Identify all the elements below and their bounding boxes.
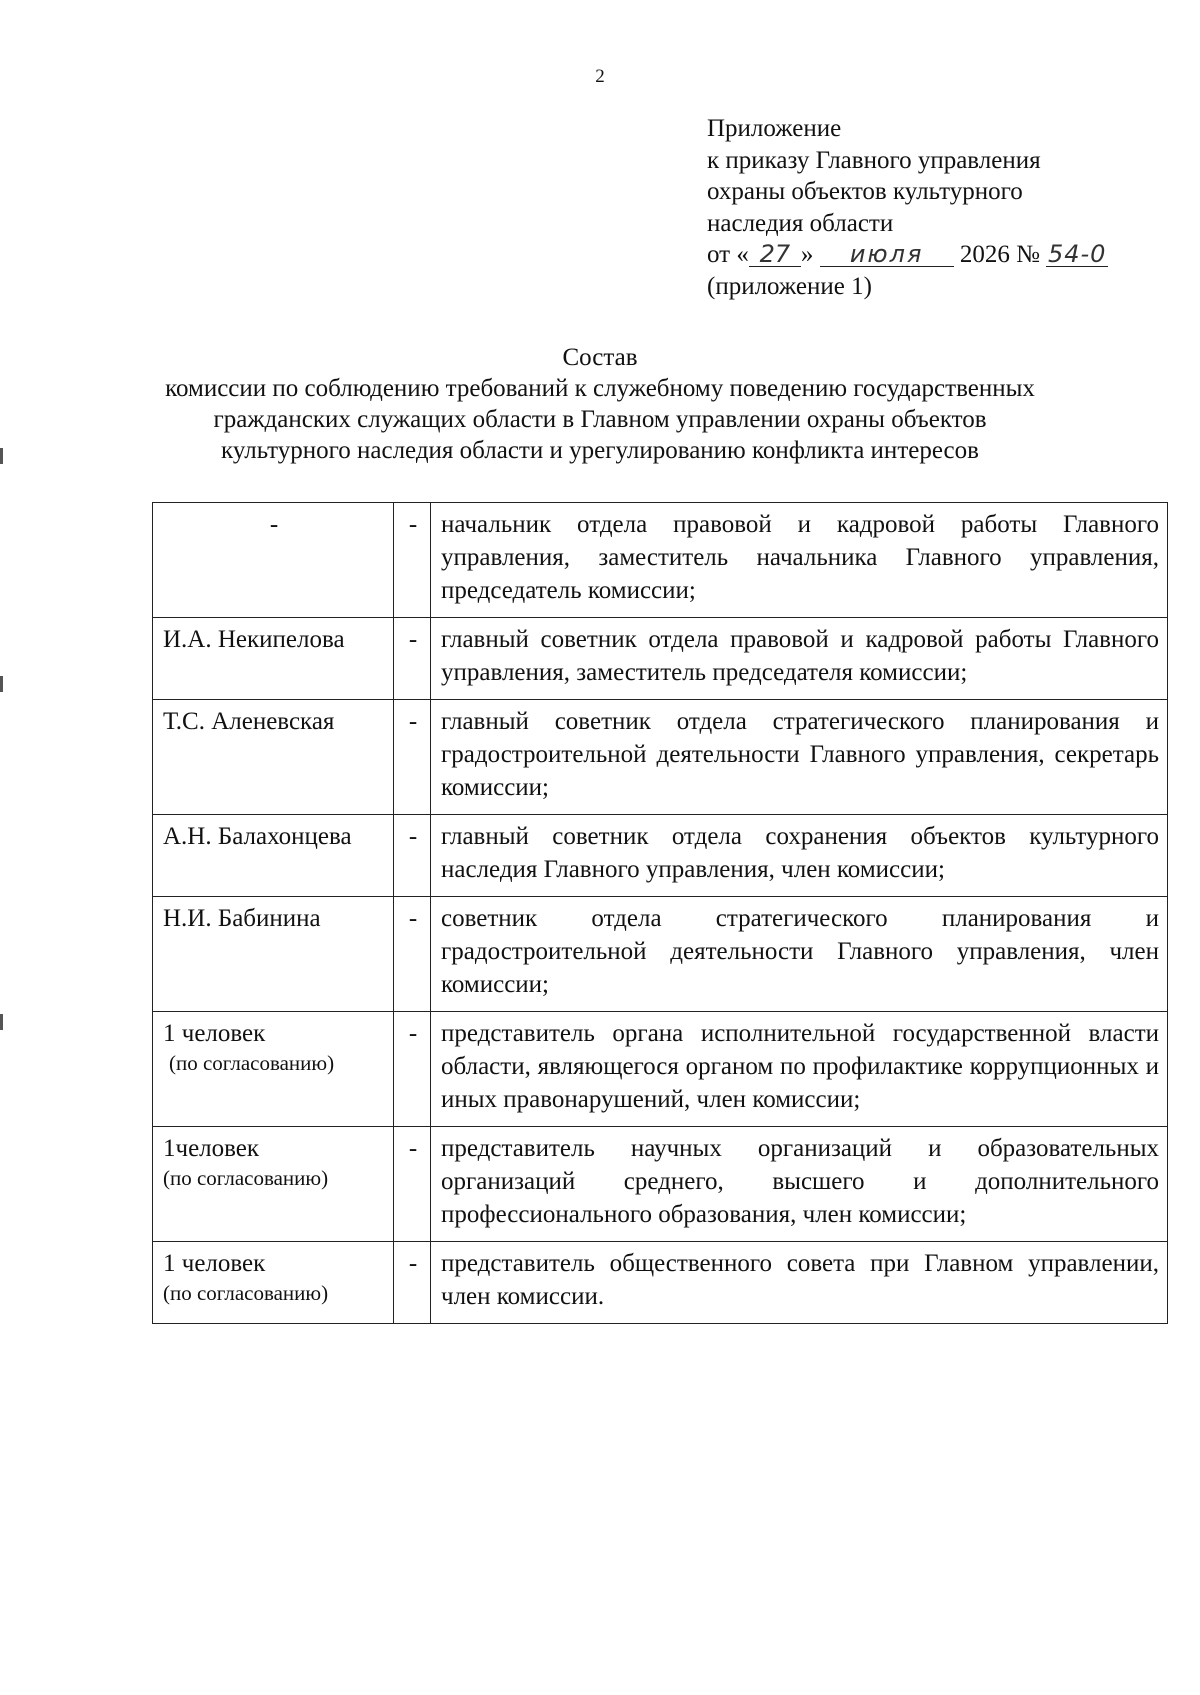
dash-cell: -	[394, 815, 431, 897]
title-heading: Состав	[562, 344, 638, 371]
approval-note: (по согласованию)	[163, 1166, 329, 1190]
table-row	[153, 1242, 1168, 1324]
dash-cell: -	[394, 1242, 431, 1324]
table-row	[153, 503, 1168, 618]
table-row	[153, 618, 1168, 700]
member-duty: начальник отдела правовой и кадровой работы Главного управления, заместитель начальника Главного управления, председатель комиссии;	[431, 503, 1168, 618]
member-name: И.А. Некипелова	[163, 626, 345, 653]
appendix-line-3: охраны объектов культурного	[707, 178, 1023, 205]
dash-cell: -	[394, 503, 431, 618]
dash-cell: -	[394, 1012, 431, 1127]
dash-cell: -	[394, 700, 431, 815]
year-part: 2026 №	[959, 241, 1040, 268]
appendix-line-6: (приложение 1)	[707, 272, 872, 300]
member-name-cell	[153, 897, 394, 1012]
member-name-cell	[153, 618, 394, 700]
dash-cell: -	[394, 897, 431, 1012]
member-duty: представитель общественного совета при Главном управлении, член комиссии.	[431, 1242, 1168, 1324]
appendix-line-2: к приказу Главного управления	[707, 146, 1041, 174]
member-name-cell	[153, 1242, 394, 1324]
member-name-cell	[153, 815, 394, 897]
approval-note: (по согласованию)	[163, 1281, 329, 1305]
appendix-line-4: наследия области	[707, 209, 894, 237]
member-name: Т.С. Аленевская	[163, 708, 335, 735]
appendix-block	[707, 113, 1108, 302]
document-title	[0, 342, 1200, 466]
table-row	[153, 1012, 1168, 1127]
handwritten-order-number: 54-0	[1047, 240, 1107, 268]
members-table	[152, 502, 1168, 1324]
member-name: 1 человек	[163, 1250, 266, 1277]
scan-edge-mark	[0, 1014, 3, 1030]
member-duty: главный советник отдела сохранения объектов культурного наследия Главного управления, член комиссии;	[431, 815, 1168, 897]
approval-note: (по согласованию)	[169, 1051, 335, 1075]
dash-cell: -	[394, 618, 431, 700]
member-name-cell	[153, 700, 394, 815]
member-name-cell	[153, 1012, 394, 1127]
member-name: Н.И. Бабинина	[163, 905, 321, 932]
date-mid: »	[800, 241, 814, 268]
title-line-2: гражданских служащих области в Главном управлении охраны объектов	[213, 406, 987, 433]
member-name: -	[269, 511, 279, 538]
member-name: 1человек	[163, 1135, 260, 1162]
title-line-3: культурного наследия области и урегулированию конфликта интересов	[221, 437, 979, 464]
handwritten-month: июля	[820, 242, 954, 267]
table-row	[153, 897, 1168, 1012]
member-duty: представитель органа исполнительной государственной власти области, являющегося органом по профилактике коррупционных и иных правонарушений, член комиссии;	[431, 1012, 1168, 1127]
table-row	[153, 700, 1168, 815]
member-name: 1 человек	[163, 1020, 266, 1047]
title-line-1: комиссии по соблюдению требований к служебному поведению государственных	[165, 375, 1035, 402]
member-duty: представитель научных организаций и образовательных организаций среднего, высшего и дополнительного профессионального образования, член комиссии;	[431, 1127, 1168, 1242]
scan-edge-mark	[0, 448, 3, 464]
date-prefix: от «	[707, 241, 749, 268]
table-row	[153, 815, 1168, 897]
appendix-date-line	[707, 239, 1108, 271]
dash-cell: -	[394, 1127, 431, 1242]
member-duty: главный советник отдела правовой и кадровой работы Главного управления, заместитель председателя комиссии;	[431, 618, 1168, 700]
handwritten-day: 27	[749, 242, 801, 267]
appendix-line-1: Приложение	[707, 115, 842, 142]
scan-edge-mark	[0, 676, 3, 692]
table-row	[153, 1127, 1168, 1242]
member-duty: главный советник отдела стратегического планирования и градостроительной деятельности Главного управления, секретарь комиссии;	[431, 700, 1168, 815]
member-name-cell	[153, 1127, 394, 1242]
member-name-cell	[153, 503, 394, 618]
member-duty: советник отдела стратегического планирования и градостроительной деятельности Главного управления, член комиссии;	[431, 897, 1168, 1012]
member-name: А.Н. Балахонцева	[163, 823, 352, 850]
page-number: 2	[595, 66, 605, 87]
